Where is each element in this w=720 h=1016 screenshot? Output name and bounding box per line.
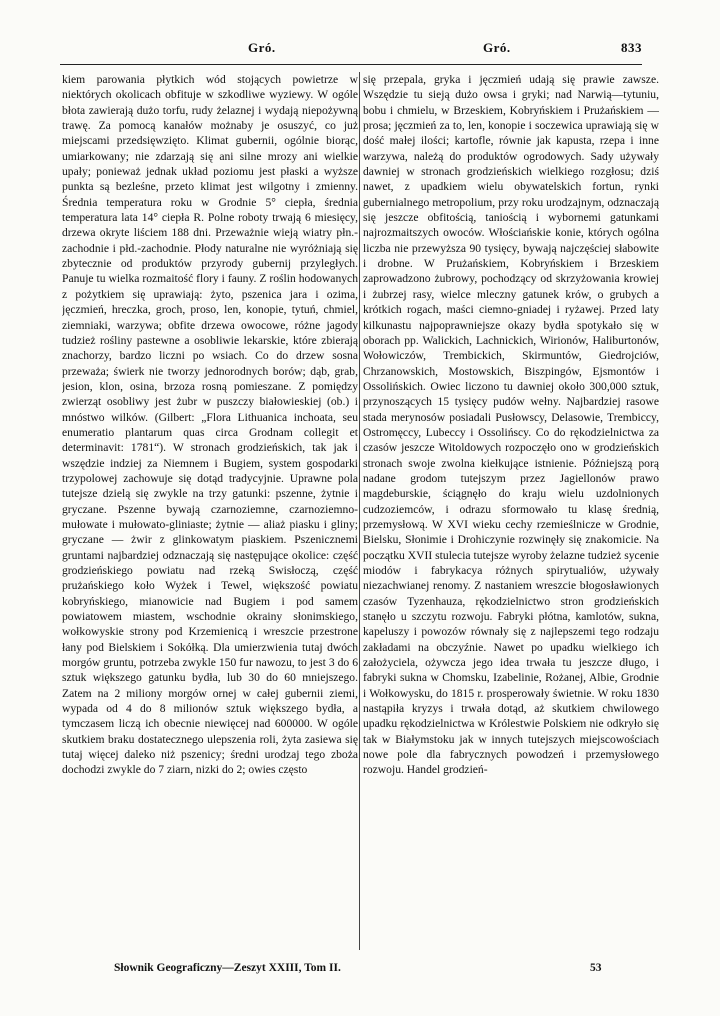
page-footer <box>62 962 642 980</box>
header-rule <box>60 64 642 65</box>
text-column-right <box>363 72 659 952</box>
text-column-left <box>62 72 358 952</box>
running-head <box>58 40 642 60</box>
column-divider <box>359 72 360 950</box>
footer-publication: Słownik Geograficzny—Zeszyt XXIII, Tom II. <box>114 962 341 974</box>
left-column-text: kiem parowania płytkich wód stojących powietrze w niektórych okolicach obfituje w szkodliwe wyziewy. W ogóle błota zawierają dużo torfu, rudy żelaznej i wydają niepożywną trawę. Za pomocą kanałów możnaby je osuszyć, co już miejscami przedsięwzięto. Klimat gubernii, ogólnie biorąc, umiarkowany; nie zdarzają się ani silne mrozy ani wielkie upały; ponieważ jednak układ poziomu jest płaski a wyższe punkta są bezleśne, przeto klimat jest wilgotny i zmienny. Średnia temperatura roku w Grodnie 5° ciepła, średnia temperatura lata 14° ciepła R. Polne roboty trwają 6 miesięcy, drzewa okryte liściem 188 dni. Przeważnie wieją wiatry płn.-zachodnie i płd.-zachodnie. Płody naturalne nie wyróżniają się zbytecznie od produktów przyrody gubernij przyległych. Panuje tu wielka rozmaitość flory i fauny. Z roślin hodowanych z pożytkiem się uprawiają: żyto, pszenica jara i ozima, jęczmień, hreczka, groch, proso, len, konopie, tytuń, chmiel, ziemniaki, warzywa; obfite drzewa owocowe, różne jagody tudzież rośliny pastewne a osobliwie lekarskie, które zbierają znachorzy, bardzo liczni po wsiach. Co do drzew sosna przeważa; świerk nie tworzy jednorodnych borów; dąb, grab, jesion, klon, osina, brzoza rosną pomieszane. Z pomiędzy zwierząt osobliwy jest żubr w puszczy białowieskiej (ob.) i mnóstwo wilków. (Gilbert: „Flora Lithuanica inchoata, seu enumeratio plantarum quas circa Grodnam collegit et determinavit: 1781“). W stronach grodzieńskich, tak jak i wszędzie indziej za Niemnem i Bugiem, system gospodarki trzypolowej zachowuje się dotąd tradycyjnie. Uprawne pola tutejsze dzielą się zwykle na trzy gatunki: pszenne, żytnie i gryczane. Pszenne bywają czarnoziemne, czarnoziemno-mułowate i mułowato-gliniaste; żytnie — aliaż piasku i gliny; gryczane — żwir z glinkowatym piaskiem. Pszenicznemi gruntami najbardziej odznaczają się następujące okolice: część grodzieńskiego powiatu nad rzeką Swisłoczą, część prużańskiego koło Wyżek i Tewel, większość powiatu kobryńskiego, mianowicie nad Bugiem i pod samem powiatowem miastem, wschodnie okrainy słonimskiego, wołkowyskie strony pod Krzemienicą i wreszcie przestrone łany pod Bielskiem i Sokółką. Dla umierzwienia tutaj dwóch morgów gruntu, potrzeba zwykle 150 fur nawozu, to jest 3 do 6 sztuk większego gatunku bydła, lub 30 do 60 mniejszego. Zatem na 2 miliony morgów ornej w całej gubernii ziemi, wypada od 4 do 8 milionów sztuk większego bydła, a tymczasem liczą ich obecnie niewięcej nad 600000. W ogóle skutkiem braku dostatecznego ulepszenia roli, żyta zasiewa się tutaj więcej daleko niż pszenicy; średni urodzaj tego zboża dochodzi zwykle do 7 ziarn, nizki do 2; owies często <box>62 73 358 777</box>
footer-sheet-number: 53 <box>590 962 602 974</box>
header-left-keyword: Gró. <box>248 40 276 55</box>
header-right-keyword: Gró. <box>483 40 511 55</box>
page-number: 833 <box>621 40 642 55</box>
right-column-text: się przepala, gryka i jęczmień udają się prawie zawsze. Wszędzie tu sieją dużo owsa i gryki; nad Narwią—tytuniu, bobu i chmielu, w Brzeskiem, Kobryńskiem i Prużańskiem — prosa; jęczmień za to, len, konopie i soczewica uprawiają się w dość małej ilości; kartofle, równie jak kapusta, rzepa i inne warzywa, należą do produktów ogrodowych. Sady używały dawniej w stronach grodzieńskich wielkiego rozgłosu; dziś nawet, z upadkiem wielu obywatelskich fortun, rynki gubernialnego metropolium, przy roku urodzajnym, odznaczają się jeszcze obfitością, taniością i wybornemi gatunkami najrozmaitszych owoców. Włościańskie konie, których ogólna liczba nie przewyższa 90 tysięcy, bywają najczęściej słabowite i drobne. W Prużańskiem, Kobryńskiem i Brzeskiem zaprowadzono żubrowy, pochodzący od skrzyżowania krowiej i żubrzej rasy, wielce mleczny gatunek krów, o grubych a krótkich rogach, maści ciemno-gniadej i ryżawej. Przed laty kilkunastu najpoprawniejsze okazy bydła spotykało się w oborach pp. Walickich, Lachnickich, Wirionów, Haliburtonów, Wołowiczów, Trembickich, Skirmuntów, Giedrojciów, Chrzanowskich, Mostowskich, Biszpingów, Ejsmontów i Ossolińskich. Owiec liczono tu dawniej około 300,000 sztuk, przynoszących 15 tysięcy pudów wełny. Najbardziej rasowe stada merynosów posiadali Pusłowscy, Delasowie, Trembiccy, Ostromęccy, Lubeccy i Ossolińscy. Co do rękodzielnictwa za czasów jeszcze Witoldowych rozpoczęło ono w grodzieńskich stronach swoje zwolna kiełkujące istnienie. Późniejszą porą nadane grodom tutejszym przez Jagiellonów prawo magdeburskie, ściągnęło do kraju wielu uzdolnionych cudzoziemców, i odrazu sformowało tu klasę średnią, przemysłową. W XVI wieku cechy rzemieślnicze w Grodnie, Bielsku, Słonimie i Drohiczynie rozwinęły się znakomicie. Na początku XVII stulecia tutejsze wyroby żelazne tudzież sycenie miodów i fabrykacya różnych spirytualiów, używały niezachwianej renomy. Z nastaniem wreszcie błogosławionych czasów Tyzenhauza, rękodzielnictwo stron grodzieńskich stanęło u szczytu rozwoju. Fabryki płótna, kamlotów, sukna, kapeluszy i powozów równały się z najlepszemi tego rodzaju zakładami na obczyźnie. Nawet po upadku wielkiego ich założyciela, ożywcza jego idea trwała tu jeszcze długo, i fabryki sukna w Chomsku, Izabelinie, Rożanej, Albie, Grodnie i Wołkowysku, do 1815 r. prosperowały świetnie. W roku 1830 nastąpiła kryzys i trwała dotąd, aż skutkiem chwilowego upadku rękodzielnictwa w Królestwie Polskiem nie odkryło się tak w Białymstoku jak w innych tutejszych miejscowościach nowe pole dla fabrycznych powodzeń i przemysłowego rozwoju. Handel grodzień- <box>363 73 659 777</box>
